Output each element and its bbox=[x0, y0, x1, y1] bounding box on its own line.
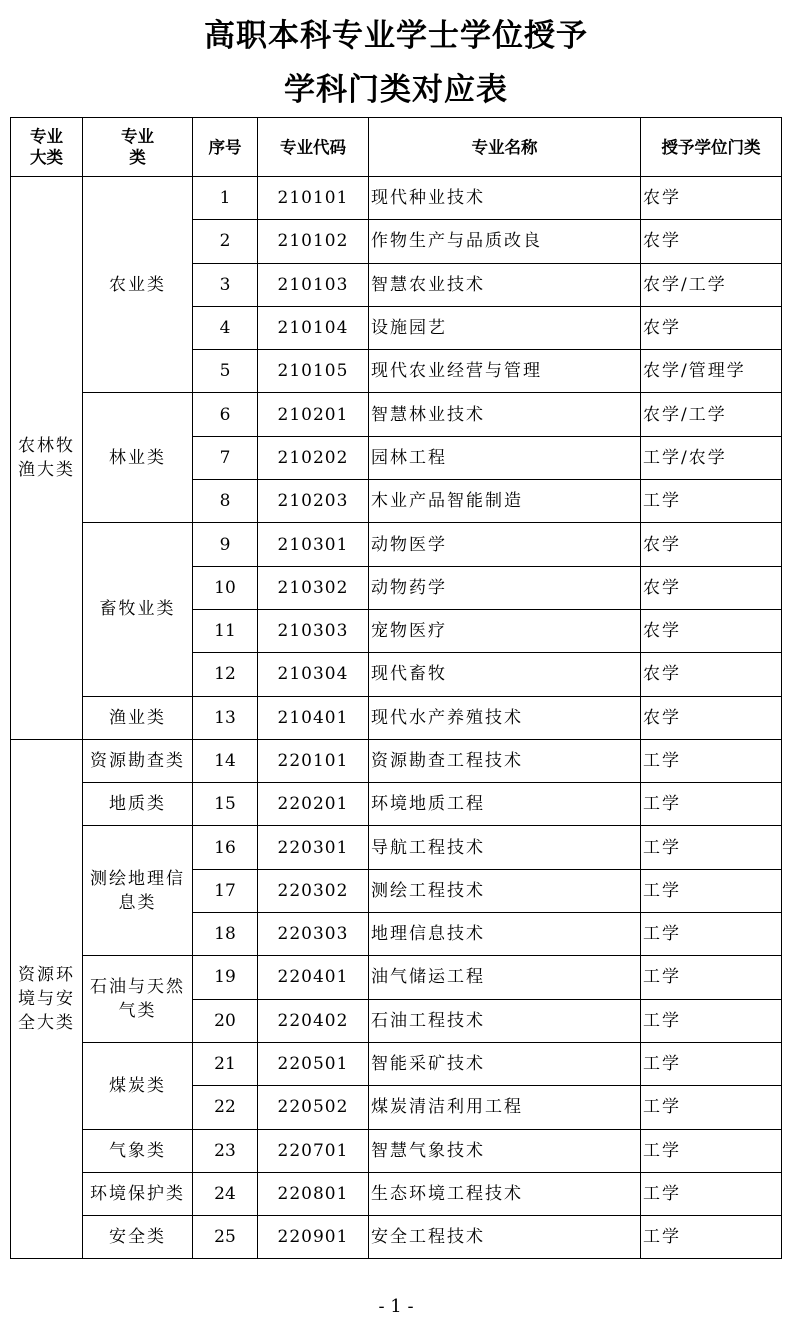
seq-cell: 8 bbox=[193, 480, 258, 523]
name-cell: 资源勘查工程技术 bbox=[369, 739, 641, 782]
table-row bbox=[11, 523, 782, 566]
subgroup-cell: 气象类 bbox=[83, 1129, 193, 1172]
header-seq: 序号 bbox=[193, 118, 258, 177]
name-cell: 动物医学 bbox=[369, 523, 641, 566]
code-cell: 210102 bbox=[258, 220, 369, 263]
degree-cell: 农学/管理学 bbox=[641, 350, 782, 393]
seq-cell: 13 bbox=[193, 696, 258, 739]
code-cell: 220301 bbox=[258, 826, 369, 869]
group-cell: 农林牧 渔大类 bbox=[11, 177, 83, 740]
code-cell: 210401 bbox=[258, 696, 369, 739]
table-row bbox=[11, 826, 782, 869]
code-cell: 210304 bbox=[258, 653, 369, 696]
seq-cell: 17 bbox=[193, 869, 258, 912]
code-cell: 220302 bbox=[258, 869, 369, 912]
seq-cell: 9 bbox=[193, 523, 258, 566]
degree-cell: 农学/工学 bbox=[641, 393, 782, 436]
code-cell: 220101 bbox=[258, 739, 369, 782]
code-cell: 220402 bbox=[258, 999, 369, 1042]
table-row bbox=[11, 739, 782, 782]
code-cell: 210202 bbox=[258, 436, 369, 479]
name-cell: 智慧农业技术 bbox=[369, 263, 641, 306]
header-major-category: 专业 大类 bbox=[11, 118, 83, 177]
page-subtitle: 学科门类对应表 bbox=[284, 72, 508, 108]
degree-cell: 工学 bbox=[641, 1216, 782, 1259]
code-cell: 210104 bbox=[258, 306, 369, 349]
name-cell: 环境地质工程 bbox=[369, 783, 641, 826]
table-row bbox=[11, 783, 782, 826]
header-name: 专业名称 bbox=[369, 118, 641, 177]
seq-cell: 11 bbox=[193, 609, 258, 652]
seq-cell: 2 bbox=[193, 220, 258, 263]
subgroup-cell: 安全类 bbox=[83, 1216, 193, 1259]
code-cell: 210303 bbox=[258, 609, 369, 652]
degree-cell: 农学 bbox=[641, 609, 782, 652]
code-cell: 210103 bbox=[258, 263, 369, 306]
name-cell: 石油工程技术 bbox=[369, 999, 641, 1042]
code-cell: 220303 bbox=[258, 913, 369, 956]
name-cell: 园林工程 bbox=[369, 436, 641, 479]
seq-cell: 14 bbox=[193, 739, 258, 782]
table-row bbox=[11, 177, 782, 220]
table-row bbox=[11, 1129, 782, 1172]
code-cell: 210101 bbox=[258, 177, 369, 220]
name-cell: 动物药学 bbox=[369, 566, 641, 609]
code-cell: 220201 bbox=[258, 783, 369, 826]
subgroup-cell: 测绘地理信 息类 bbox=[83, 826, 193, 956]
seq-cell: 22 bbox=[193, 1086, 258, 1129]
name-cell: 安全工程技术 bbox=[369, 1216, 641, 1259]
name-cell: 作物生产与品质改良 bbox=[369, 220, 641, 263]
code-cell: 210201 bbox=[258, 393, 369, 436]
degree-cell: 工学 bbox=[641, 826, 782, 869]
degree-cell: 工学 bbox=[641, 739, 782, 782]
degree-cell: 农学 bbox=[641, 177, 782, 220]
code-cell: 220701 bbox=[258, 1129, 369, 1172]
page-title: 高职本科专业学士学位授予 bbox=[204, 18, 588, 54]
name-cell: 设施园艺 bbox=[369, 306, 641, 349]
subgroup-cell: 地质类 bbox=[83, 783, 193, 826]
seq-cell: 25 bbox=[193, 1216, 258, 1259]
seq-cell: 19 bbox=[193, 956, 258, 999]
seq-cell: 1 bbox=[193, 177, 258, 220]
code-cell: 210302 bbox=[258, 566, 369, 609]
degree-cell: 农学 bbox=[641, 566, 782, 609]
seq-cell: 18 bbox=[193, 913, 258, 956]
code-cell: 210203 bbox=[258, 480, 369, 523]
header-degree-category: 授予学位门类 bbox=[641, 118, 782, 177]
degree-cell: 工学 bbox=[641, 869, 782, 912]
seq-cell: 24 bbox=[193, 1172, 258, 1215]
header-code: 专业代码 bbox=[258, 118, 369, 177]
seq-cell: 6 bbox=[193, 393, 258, 436]
seq-cell: 23 bbox=[193, 1129, 258, 1172]
name-cell: 智能采矿技术 bbox=[369, 1042, 641, 1085]
page-number: - 1 - bbox=[378, 1296, 414, 1317]
degree-cell: 工学 bbox=[641, 956, 782, 999]
subgroup-cell: 畜牧业类 bbox=[83, 523, 193, 696]
name-cell: 智慧气象技术 bbox=[369, 1129, 641, 1172]
degree-cell: 农学 bbox=[641, 306, 782, 349]
seq-cell: 10 bbox=[193, 566, 258, 609]
subgroup-cell: 煤炭类 bbox=[83, 1042, 193, 1129]
degree-cell: 工学/农学 bbox=[641, 436, 782, 479]
name-cell: 宠物医疗 bbox=[369, 609, 641, 652]
subgroup-cell: 石油与天然 气类 bbox=[83, 956, 193, 1043]
degree-cell: 工学 bbox=[641, 480, 782, 523]
code-cell: 220901 bbox=[258, 1216, 369, 1259]
seq-cell: 7 bbox=[193, 436, 258, 479]
seq-cell: 21 bbox=[193, 1042, 258, 1085]
code-cell: 220501 bbox=[258, 1042, 369, 1085]
code-cell: 220502 bbox=[258, 1086, 369, 1129]
seq-cell: 16 bbox=[193, 826, 258, 869]
degree-cell: 农学/工学 bbox=[641, 263, 782, 306]
seq-cell: 3 bbox=[193, 263, 258, 306]
degree-cell: 工学 bbox=[641, 783, 782, 826]
seq-cell: 5 bbox=[193, 350, 258, 393]
header-sub-category: 专业 类 bbox=[83, 118, 193, 177]
table-row bbox=[11, 956, 782, 999]
degree-cell: 工学 bbox=[641, 1086, 782, 1129]
subgroup-cell: 环境保护类 bbox=[83, 1172, 193, 1215]
name-cell: 现代畜牧 bbox=[369, 653, 641, 696]
degree-cell: 工学 bbox=[641, 1042, 782, 1085]
table-row bbox=[11, 1172, 782, 1215]
table-row bbox=[11, 393, 782, 436]
table-row bbox=[11, 696, 782, 739]
name-cell: 现代种业技术 bbox=[369, 177, 641, 220]
group-cell: 资源环 境与安 全大类 bbox=[11, 739, 83, 1259]
subgroup-cell: 渔业类 bbox=[83, 696, 193, 739]
name-cell: 生态环境工程技术 bbox=[369, 1172, 641, 1215]
degree-cell: 农学 bbox=[641, 696, 782, 739]
subgroup-cell: 资源勘查类 bbox=[83, 739, 193, 782]
name-cell: 木业产品智能制造 bbox=[369, 480, 641, 523]
degree-cell: 工学 bbox=[641, 1172, 782, 1215]
code-cell: 220801 bbox=[258, 1172, 369, 1215]
code-cell: 210301 bbox=[258, 523, 369, 566]
seq-cell: 20 bbox=[193, 999, 258, 1042]
name-cell: 导航工程技术 bbox=[369, 826, 641, 869]
name-cell: 油气储运工程 bbox=[369, 956, 641, 999]
code-cell: 220401 bbox=[258, 956, 369, 999]
name-cell: 智慧林业技术 bbox=[369, 393, 641, 436]
name-cell: 煤炭清洁利用工程 bbox=[369, 1086, 641, 1129]
seq-cell: 4 bbox=[193, 306, 258, 349]
name-cell: 现代农业经营与管理 bbox=[369, 350, 641, 393]
subgroup-cell: 农业类 bbox=[83, 177, 193, 393]
name-cell: 测绘工程技术 bbox=[369, 869, 641, 912]
subgroup-cell: 林业类 bbox=[83, 393, 193, 523]
code-cell: 210105 bbox=[258, 350, 369, 393]
seq-cell: 15 bbox=[193, 783, 258, 826]
seq-cell: 12 bbox=[193, 653, 258, 696]
degree-cell: 农学 bbox=[641, 653, 782, 696]
degree-cell: 工学 bbox=[641, 999, 782, 1042]
name-cell: 地理信息技术 bbox=[369, 913, 641, 956]
table-row bbox=[11, 1042, 782, 1085]
name-cell: 现代水产养殖技术 bbox=[369, 696, 641, 739]
degree-cell: 工学 bbox=[641, 1129, 782, 1172]
degree-mapping-table bbox=[10, 117, 782, 1259]
degree-cell: 农学 bbox=[641, 220, 782, 263]
table-row bbox=[11, 1216, 782, 1259]
degree-cell: 工学 bbox=[641, 913, 782, 956]
table-header-row bbox=[11, 118, 782, 177]
degree-cell: 农学 bbox=[641, 523, 782, 566]
